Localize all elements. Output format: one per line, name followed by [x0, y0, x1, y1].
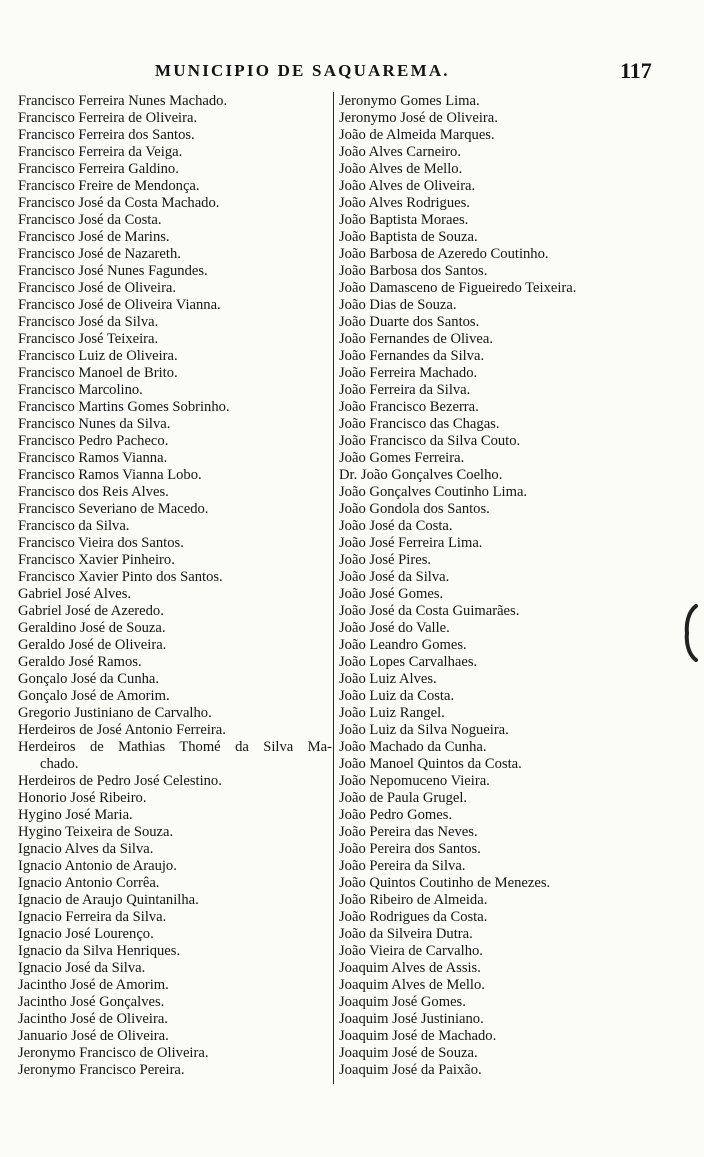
name-entry: Francisco José de Marins.: [18, 229, 170, 245]
name-entry: Gabriel José Alves.: [18, 586, 132, 602]
name-entry: Joaquim José Justiniano.: [339, 1011, 484, 1027]
name-entry: João Barbosa dos Santos.: [339, 263, 488, 279]
name-entry: João José da Silva.: [339, 569, 450, 585]
name-entry: Jacintho José de Oliveira.: [18, 1011, 168, 1027]
name-entry: Francisco Ramos Vianna Lobo.: [18, 467, 202, 483]
name-entry: João Pedro Gomes.: [339, 807, 453, 823]
name-entry: João Francisco da Silva Couto.: [339, 433, 521, 449]
name-entry: João Leandro Gomes.: [339, 637, 467, 653]
name-entry: Geraldino José de Souza.: [18, 620, 166, 636]
name-entry: Jeronymo Francisco Pereira.: [18, 1062, 185, 1078]
name-entry: Francisco Xavier Pinheiro.: [18, 552, 175, 568]
name-entry: Jeronymo José de Oliveira.: [339, 110, 498, 126]
name-entry: Geraldo José de Oliveira.: [18, 637, 167, 653]
name-entry: João Ferreira Machado.: [339, 365, 478, 381]
name-entry: João Luiz Alves.: [339, 671, 437, 687]
name-entry: João Alves de Mello.: [339, 161, 463, 177]
name-entry: Hygino José Maria.: [18, 807, 133, 823]
name-entry: João Pereira da Silva.: [339, 858, 466, 874]
name-entry: Ignacio de Araujo Quintanilha.: [18, 892, 199, 908]
name-entry: Jacintho José de Amorim.: [18, 977, 169, 993]
name-entry: Gonçalo José da Cunha.: [18, 671, 160, 687]
column-divider: [333, 92, 334, 1084]
name-entry: João Pereira das Neves.: [339, 824, 478, 840]
name-entry: João Nepomuceno Vieira.: [339, 773, 490, 789]
name-entry: Ignacio Ferreira da Silva.: [18, 909, 167, 925]
name-entry: João Francisco das Chagas.: [339, 416, 500, 432]
name-entry: João Fernandes da Silva.: [339, 348, 485, 364]
name-entry: Francisco Ferreira de Oliveira.: [18, 110, 198, 126]
name-entry: Jeronymo Gomes Lima.: [339, 93, 480, 109]
name-entry: Francisco Xavier Pinto dos Santos.: [18, 569, 223, 585]
name-entry: João Luiz da Costa.: [339, 688, 455, 704]
name-entry: Jacintho José Gonçalves.: [18, 994, 165, 1010]
name-entry: João Machado da Cunha.: [339, 739, 487, 755]
name-entry: João Pereira dos Santos.: [339, 841, 481, 857]
name-entry: Francisco Manoel de Brito.: [18, 365, 178, 381]
name-entry: Francisco Martins Gomes Sobrinho.: [18, 399, 230, 415]
name-entry: Francisco José Nunes Fagundes.: [18, 263, 208, 279]
name-entry: Ignacio José Lourenço.: [18, 926, 154, 942]
margin-bracket-mark: [683, 604, 699, 662]
name-entry: Francisco Ferreira Galdino.: [18, 161, 179, 177]
name-entry: João Fernandes de Olivea.: [339, 331, 493, 347]
name-entry: Gabriel José de Azeredo.: [18, 603, 164, 619]
name-entry: Francisco dos Reis Alves.: [18, 484, 169, 500]
name-entry: João Barbosa de Azeredo Coutinho.: [339, 246, 549, 262]
name-entry: Francisco Nunes da Silva.: [18, 416, 171, 432]
name-entry: João Damasceno de Figueiredo Teixeira.: [339, 280, 577, 296]
name-entry: Francisco Vieira dos Santos.: [18, 535, 184, 551]
name-entry: Francisco José Teixeira.: [18, 331, 159, 347]
name-entry: Joaquim José de Machado.: [339, 1028, 497, 1044]
name-entry: Francisco Ferreira da Veiga.: [18, 144, 183, 160]
name-entry: João Ribeiro de Almeida.: [339, 892, 488, 908]
name-entry: Joaquim Alves de Mello.: [339, 977, 485, 993]
right-name-column: [339, 93, 669, 1079]
name-entry: João da Silveira Dutra.: [339, 926, 473, 942]
name-entry: Honorio José Ribeiro.: [18, 790, 147, 806]
name-entry: Ignacio José da Silva.: [18, 960, 146, 976]
name-entry: Francisco Marcolino.: [18, 382, 143, 398]
name-entry: Herdeiros de Pedro José Celestino.: [18, 773, 222, 789]
name-entry: Herdeiros de José Antonio Ferreira.: [18, 722, 226, 738]
name-entry: João Baptista de Souza.: [339, 229, 478, 245]
name-entry: João Dias de Souza.: [339, 297, 457, 313]
name-entry: Joaquim José de Souza.: [339, 1045, 478, 1061]
name-entry: Francisco José da Costa Machado.: [18, 195, 220, 211]
page-number: 117: [620, 58, 652, 83]
name-entry: Herdeiros de Mathias Thomé da Silva Ma-: [18, 739, 332, 755]
name-entry: Francisco Freire de Mendonça.: [18, 178, 200, 194]
name-entry: João José Gomes.: [339, 586, 444, 602]
name-entry: João Duarte dos Santos.: [339, 314, 480, 330]
name-entry: Francisco Severiano de Macedo.: [18, 501, 209, 517]
name-entry: Januario José de Oliveira.: [18, 1028, 169, 1044]
name-entry: Francisco José de Oliveira.: [18, 280, 177, 296]
name-entry: João Gomes Ferreira.: [339, 450, 465, 466]
name-entry: Gonçalo José de Amorim.: [18, 688, 170, 704]
name-entry: Joaquim Alves de Assis.: [339, 960, 481, 976]
name-entry: João Quintos Coutinho de Menezes.: [339, 875, 551, 891]
name-entry: João Alves de Oliveira.: [339, 178, 476, 194]
name-entry: Francisco Ferreira dos Santos.: [18, 127, 195, 143]
name-entry: João José da Costa Guimarães.: [339, 603, 520, 619]
name-entry: João José do Valle.: [339, 620, 450, 636]
name-entry: João Luiz Rangel.: [339, 705, 445, 721]
name-entry: João Luiz da Silva Nogueira.: [339, 722, 509, 738]
name-entry: João Baptista Moraes.: [339, 212, 469, 228]
name-entry: João Francisco Bezerra.: [339, 399, 479, 415]
name-entry: Gregorio Justiniano de Carvalho.: [18, 705, 212, 721]
name-entry: Francisco José de Oliveira Vianna.: [18, 297, 221, 313]
name-entry: João José Pires.: [339, 552, 432, 568]
left-name-column: [18, 93, 332, 1079]
name-entry: Ignacio Antonio de Araujo.: [18, 858, 177, 874]
name-entry: Ignacio Alves da Silva.: [18, 841, 154, 857]
name-entry: Dr. João Gonçalves Coelho.: [339, 467, 503, 483]
name-entry: João Rodrigues da Costa.: [339, 909, 488, 925]
name-entry: Francisco da Silva.: [18, 518, 130, 534]
name-entry: Francisco Luiz de Oliveira.: [18, 348, 178, 364]
name-entry: Francisco Ferreira Nunes Machado.: [18, 93, 228, 109]
name-entry: João José Ferreira Lima.: [339, 535, 483, 551]
name-entry: Hygino Teixeira de Souza.: [18, 824, 174, 840]
name-entry: Jeronymo Francisco de Oliveira.: [18, 1045, 209, 1061]
name-entry: João Lopes Carvalhaes.: [339, 654, 478, 670]
name-entry: Ignacio Antonio Corrêa.: [18, 875, 160, 891]
name-entry: João de Almeida Marques.: [339, 127, 495, 143]
name-entry: João Ferreira da Silva.: [339, 382, 471, 398]
page-title: MUNICIPIO DE SAQUAREMA.: [155, 61, 450, 80]
name-entry: Geraldo José Ramos.: [18, 654, 142, 670]
name-entry: Ignacio da Silva Henriques.: [18, 943, 181, 959]
name-entry: chado.: [40, 756, 79, 772]
name-entry: João Gonçalves Coutinho Lima.: [339, 484, 528, 500]
name-entry: João Gondola dos Santos.: [339, 501, 490, 517]
name-entry: João Manoel Quintos da Costa.: [339, 756, 522, 772]
name-entry: João José da Costa.: [339, 518, 453, 534]
name-entry: Joaquim José da Paixão.: [339, 1062, 482, 1078]
name-entry: João de Paula Grugel.: [339, 790, 468, 806]
name-entry: Joaquim José Gomes.: [339, 994, 466, 1010]
name-entry: João Alves Rodrigues.: [339, 195, 470, 211]
name-entry: João Vieira de Carvalho.: [339, 943, 483, 959]
page-header: [0, 58, 704, 88]
name-entry: Francisco José da Costa.: [18, 212, 162, 228]
name-entry: Francisco José da Silva.: [18, 314, 159, 330]
name-entry: Francisco Ramos Vianna.: [18, 450, 168, 466]
name-entry: Francisco Pedro Pacheco.: [18, 433, 169, 449]
name-entry: Francisco José de Nazareth.: [18, 246, 181, 262]
name-entry: João Alves Carneiro.: [339, 144, 461, 160]
